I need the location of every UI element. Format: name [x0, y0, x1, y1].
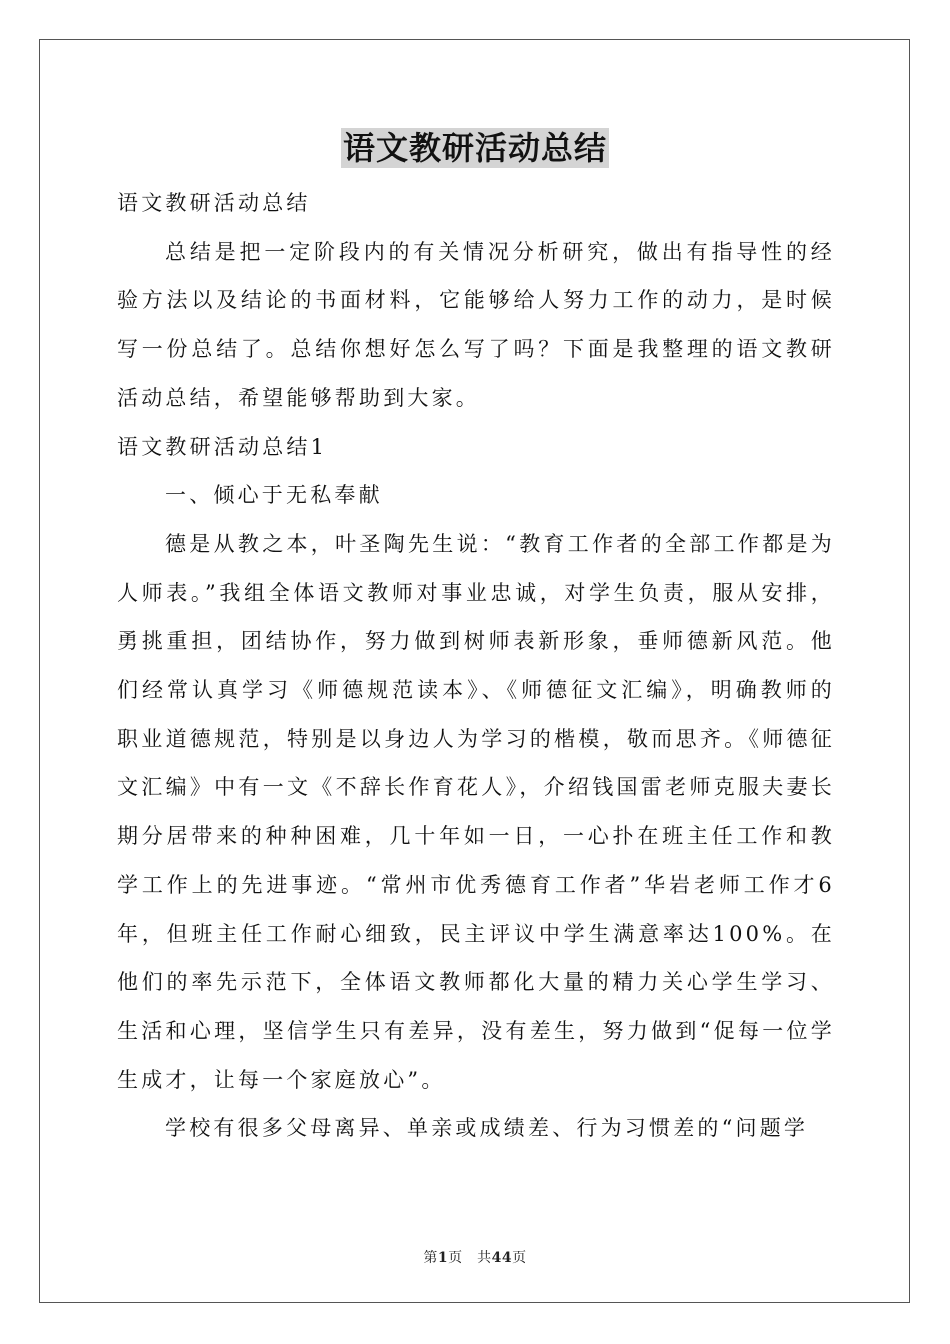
- section-heading: 语文教研活动总结1: [117, 434, 328, 459]
- title-area: [0, 128, 950, 168]
- page-footer: [0, 1247, 950, 1267]
- paragraph: 语文教研活动总结: [117, 191, 311, 215]
- document-body: [117, 179, 835, 1153]
- paragraph: 总结是把一定阶段内的有关情况分析研究，做出有指导性的经验方法以及结论的书面材料，它能够给人努力工作的动力，是时候写一份总结了。总结你想好怎么写了吗？下面是我整理的语文教研活动总结，希望能够帮助到大家。: [117, 239, 835, 410]
- document-title: 语文教研活动总结: [342, 129, 607, 167]
- footer-page-number: 1: [437, 1250, 449, 1266]
- paragraph: 学校有很多父母离异、单亲或成绩差、行为习惯差的“问题学: [165, 1116, 809, 1141]
- footer-middle: 页 共: [448, 1250, 492, 1266]
- footer-suffix: 页: [512, 1250, 527, 1266]
- paragraph: 德是从教之本，叶圣陶先生说：“教育工作者的全部工作都是为人师表。”我组全体语文教师对事业忠诚，对学生负责，服从安排，勇挑重担，团结协作，努力做到树师表新形象，垂师德新风范。他们经常认真学习《师德规范读本》、《师德征文汇编》，明确教师的职业道德规范，特别是以身边人为学习的楷模，敬而思齐。《师德征文汇编》中有一文《不辞长作育花人》，介绍钱国雷老师克服夫妻长期分居带来的种种困难，几十年如一日，一心扑在班主任工作和教学工作上的先进事迹。“常州市优秀德育工作者”华岩老师工作才6年，但班主任工作耐心细致，民主评议中学生满意率达100%。在他们的率先示范下，全体语文教师都化大量的精力关心学生学习、生活和心理，坚信学生只有差异，没有差生，努力做到“促每一位学生成才，让每一个家庭放心”。: [117, 531, 835, 1092]
- footer-prefix: 第: [423, 1250, 438, 1266]
- subsection-heading: 一、倾心于无私奉献: [165, 483, 383, 508]
- footer-total-pages: 44: [491, 1250, 513, 1266]
